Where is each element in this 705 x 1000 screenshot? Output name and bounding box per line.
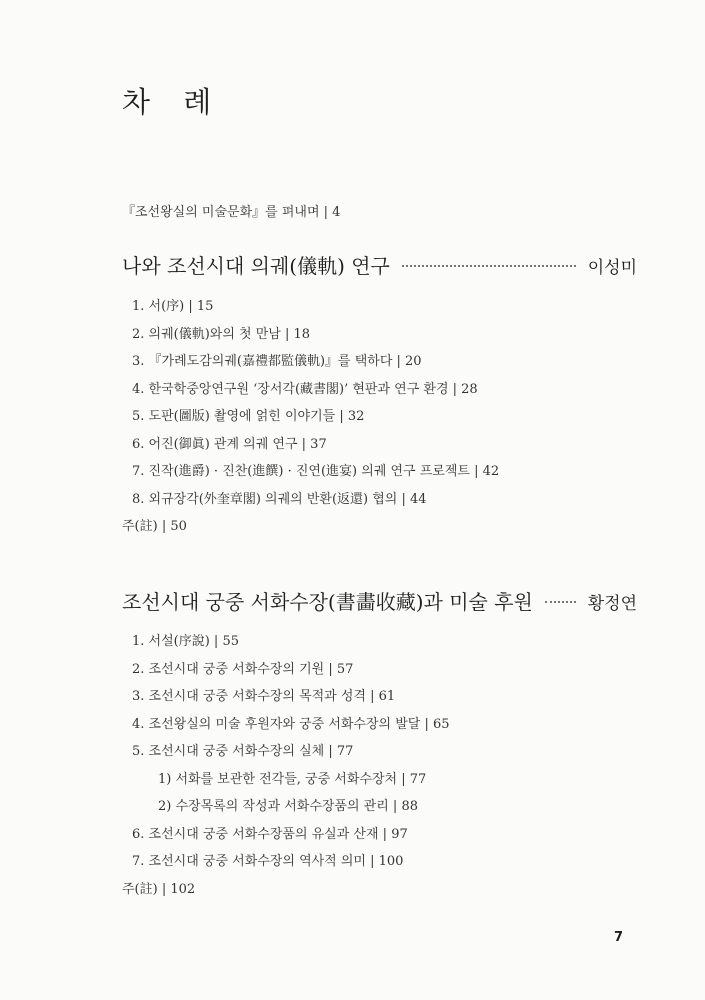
section-author: 이성미 xyxy=(587,258,637,278)
dot-leader xyxy=(545,601,576,603)
toc-item[interactable]: 8. 외규장각(外奎章閣) 의궤의 반환(返還) 협의 | 44 xyxy=(132,491,427,507)
toc-item[interactable]: 1. 서설(序說) | 55 xyxy=(132,634,239,649)
toc-item[interactable]: 6. 조선시대 궁중 서화수장품의 유실과 산재 | 97 xyxy=(132,826,408,842)
toc-item[interactable]: 5. 조선시대 궁중 서화수장의 실체 | 77 xyxy=(132,744,354,759)
toc-subitem[interactable]: 1) 서화를 보관한 전각들, 궁중 서화수장처 | 77 xyxy=(158,771,427,787)
section-2-list xyxy=(122,628,450,903)
toc-item[interactable]: 4. 한국학중앙연구원 ‘장서각(藏書閣)’ 현판과 연구 환경 | 28 xyxy=(132,381,478,397)
toc-notes[interactable]: 주(註) | 102 xyxy=(122,881,196,897)
toc-item[interactable]: 7. 조선시대 궁중 서화수장의 역사적 의미 | 100 xyxy=(132,854,404,869)
dot-leader xyxy=(402,265,576,267)
section-author: 황정연 xyxy=(587,594,637,614)
toc-item[interactable]: 7. 진작(進爵) · 진찬(進饌) · 진연(進宴) 의궤 연구 프로젝트 | 42 xyxy=(132,464,500,479)
toc-notes[interactable]: 주(註) | 50 xyxy=(122,519,187,534)
toc-item[interactable]: 6. 어진(御眞) 관계 의궤 연구 | 37 xyxy=(132,436,327,452)
preface-entry[interactable]: 『조선왕실의 미술문화』를 펴내며 | 4 xyxy=(122,205,341,220)
section-title: 조선시대 궁중 서화수장(書畵收藏)과 미술 후원 xyxy=(122,590,533,614)
section-title: 나와 조선시대 의궤(儀軌) 연구 xyxy=(122,254,390,278)
page-number: 7 xyxy=(614,930,624,945)
toc-item[interactable]: 1. 서(序) | 15 xyxy=(132,299,214,314)
section-heading-1[interactable] xyxy=(122,250,637,279)
section-heading-2[interactable] xyxy=(122,586,637,615)
toc-subitem[interactable]: 2) 수장목록의 작성과 서화수장품의 관리 | 88 xyxy=(158,799,418,814)
toc-item[interactable]: 2. 조선시대 궁중 서화수장의 기원 | 57 xyxy=(132,661,354,677)
toc-item[interactable]: 3. 『가례도감의궤(嘉禮都監儀軌)』를 택하다 | 20 xyxy=(132,354,422,369)
toc-item[interactable]: 5. 도판(圖版) 촬영에 얽힌 이야기들 | 32 xyxy=(132,409,365,424)
section-1-list xyxy=(122,293,500,541)
toc-item[interactable]: 2. 의궤(儀軌)와의 첫 만남 | 18 xyxy=(132,326,311,342)
page-title: 차 례 xyxy=(122,85,224,119)
toc-item[interactable]: 4. 조선왕실의 미술 후원자와 궁중 서화수장의 발달 | 65 xyxy=(132,716,450,732)
toc-item[interactable]: 3. 조선시대 궁중 서화수장의 목적과 성격 | 61 xyxy=(132,689,396,704)
